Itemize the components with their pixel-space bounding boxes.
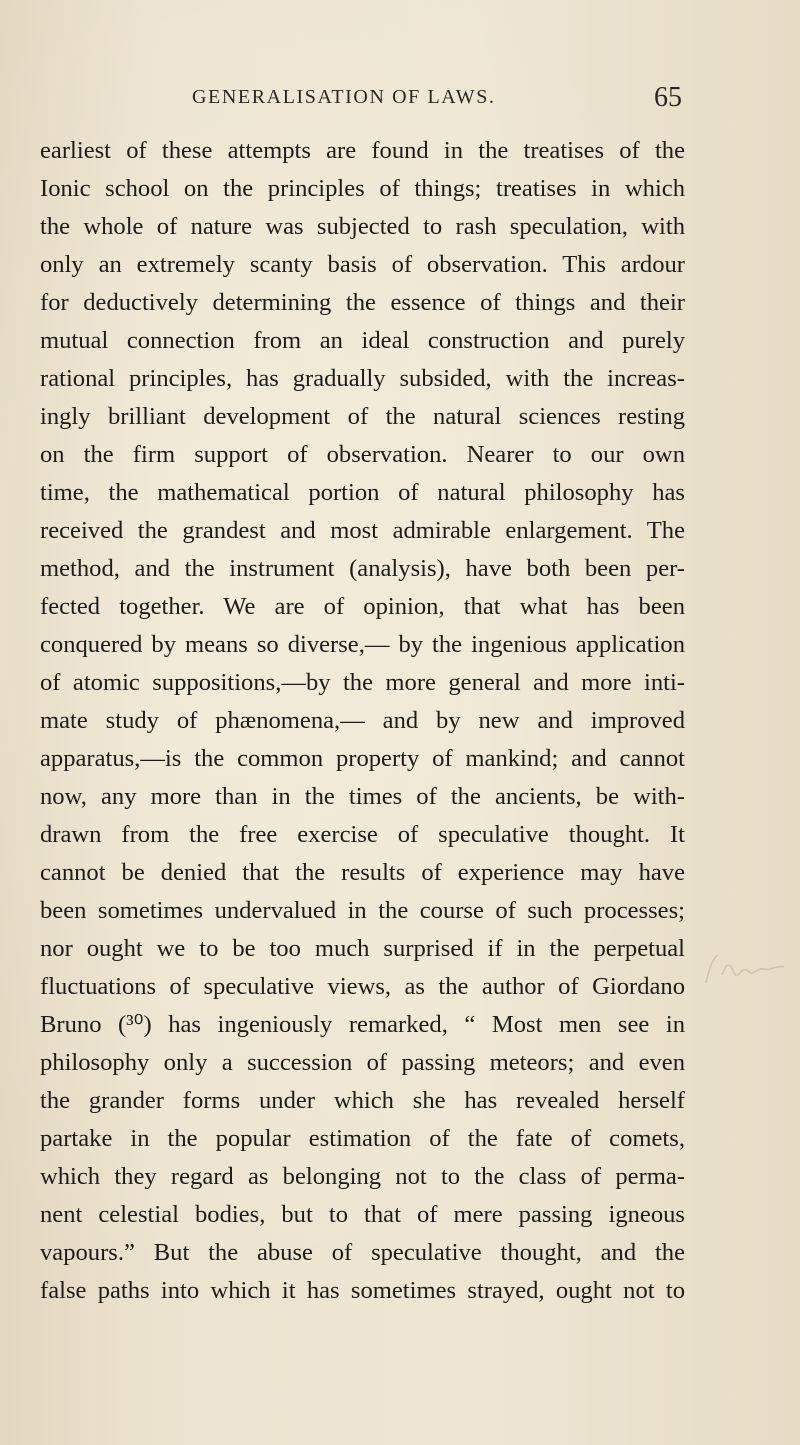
text-line: rational principles, has gradually subsided, with the increas-	[40, 365, 685, 392]
text-line: been sometimes undervalued in the course of such processes;	[40, 897, 685, 924]
text-line: for deductively determining the essence of things and their	[40, 289, 685, 316]
running-title: GENERALISATION OF LAWS.	[192, 86, 496, 108]
text-line: the whole of nature was subjected to rash speculation, with	[40, 213, 685, 240]
text-line: mate study of phænomena,— and by new and improved	[40, 707, 685, 734]
body-text	[40, 132, 685, 1310]
text-line: ingly brilliant development of the natural sciences resting	[40, 403, 685, 430]
bleed-through-mark	[700, 945, 790, 995]
text-line: method, and the instrument (analysis), have both been per-	[40, 555, 685, 582]
text-line: the grander forms under which she has revealed herself	[40, 1087, 685, 1114]
text-line: false paths into which it has sometimes strayed, ought not to	[40, 1277, 685, 1304]
text-line: partake in the popular estimation of the fate of comets,	[40, 1125, 685, 1152]
page-number: 65	[654, 82, 682, 113]
text-line: cannot be denied that the results of experience may have	[40, 859, 685, 886]
text-line: Ionic school on the principles of things; treatises in which	[40, 175, 685, 202]
text-line: mutual connection from an ideal construction and purely	[40, 327, 685, 354]
text-line: on the firm support of observation. Nearer to our own	[40, 441, 685, 468]
text-line: philosophy only a succession of passing meteors; and even	[40, 1049, 685, 1076]
text-line: nent celestial bodies, but to that of mere passing igneous	[40, 1201, 685, 1228]
text-line: Bruno (³⁰) has ingeniously remarked, “ Most men see in	[40, 1011, 685, 1038]
text-line: which they regard as belonging not to the class of perma-	[40, 1163, 685, 1190]
text-line: nor ought we to be too much surprised if in the perpetual	[40, 935, 685, 962]
text-line: time, the mathematical portion of natural philosophy has	[40, 479, 685, 506]
text-line: apparatus,—is the common property of mankind; and cannot	[40, 745, 685, 772]
text-line: fluctuations of speculative views, as the author of Giordano	[40, 973, 685, 1000]
text-line: of atomic suppositions,—by the more general and more inti-	[40, 669, 685, 696]
text-line: conquered by means so diverse,— by the ingenious application	[40, 631, 685, 658]
text-line: vapours.” But the abuse of speculative thought, and the	[40, 1239, 685, 1266]
text-line: drawn from the free exercise of speculative thought. It	[40, 821, 685, 848]
text-line: now, any more than in the times of the ancients, be with-	[40, 783, 685, 810]
text-line: only an extremely scanty basis of observation. This ardour	[40, 251, 685, 278]
text-line: received the grandest and most admirable enlargement. The	[40, 517, 685, 544]
text-line: fected together. We are of opinion, that what has been	[40, 593, 685, 620]
page-header	[192, 82, 682, 122]
text-line: earliest of these attempts are found in the treatises of the	[40, 137, 685, 164]
